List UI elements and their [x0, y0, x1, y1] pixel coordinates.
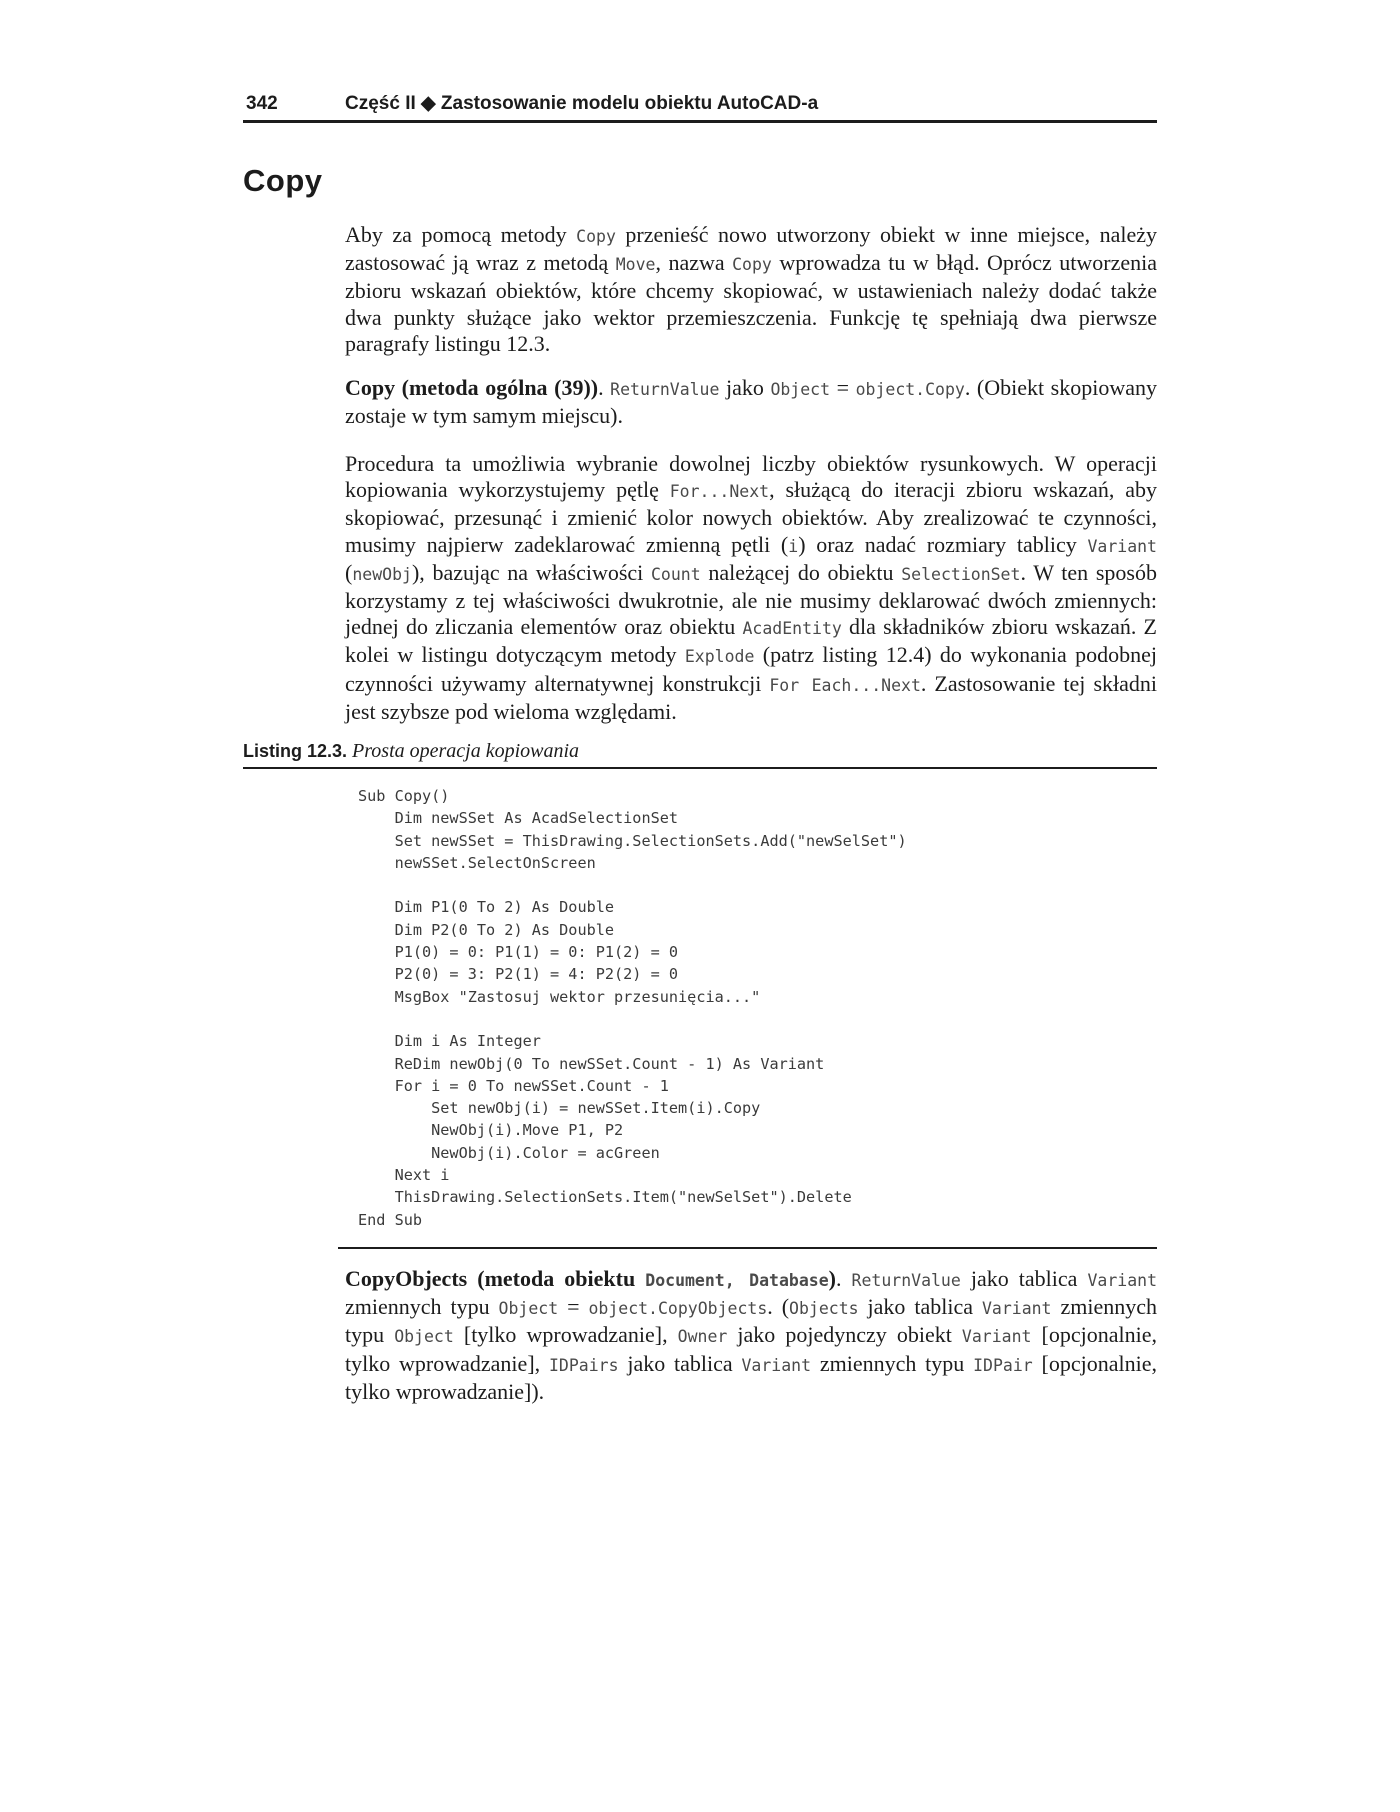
code-run: Copy: [576, 227, 616, 246]
code-line: Set newSSet = ThisDrawing.SelectionSets.Add("newSelSet"): [358, 831, 907, 850]
code-run: Variant: [1087, 536, 1157, 556]
section-title: Copy: [243, 163, 323, 198]
text-run: (: [345, 559, 353, 585]
text-run: wprowadza tu w błąd. Oprócz utworzenia zbioru wskazań obiektów, które chcemy skopiować, w ustawieniach należy dodać także dwa punkty służące jako wektor przemieszczenia. Funkcję tę spełniają dwa pierwsze paragrafy listingu 12.3.: [345, 250, 1158, 356]
code-line: For i = 0 To newSSet.Count - 1: [358, 1076, 669, 1095]
running-header: [243, 90, 1157, 123]
paragraph-copyobjects-syntax: [345, 1266, 1157, 1405]
code-run: AcadEntity: [742, 619, 842, 639]
code-run: Document, Database: [645, 1271, 829, 1290]
code-run: Variant: [1087, 1271, 1158, 1290]
code-line: Set newObj(i) = newSSet.Item(i).Copy: [358, 1099, 761, 1118]
text-run: jako tablica: [960, 1266, 1088, 1291]
text-run: [tylko wprowadzanie],: [453, 1322, 678, 1348]
code-run: newObj: [352, 564, 412, 584]
method-signature-title: Copy (metoda ogólna (39)): [345, 375, 599, 400]
code-run: object.CopyObjects: [588, 1299, 768, 1319]
chapter-title: Część II ◆ Zastosowanie modelu obiektu AutoCAD-a: [345, 93, 819, 114]
text-run: jako pojedynczy obiekt: [727, 1322, 962, 1348]
code-run: i: [788, 536, 799, 556]
code-line: NewObj(i).Move P1, P2: [358, 1121, 624, 1140]
text-run: . (Obiekt skopiowany zostaje w tym samym miejscu).: [345, 375, 1157, 429]
code-line: Next i: [358, 1166, 450, 1185]
code-listing: [358, 785, 1098, 1231]
code-run: Move: [615, 255, 656, 275]
text-run: przenieść nowo utworzony obiekt w inne miejsce, należy zastosować ją wraz z metodą: [345, 222, 1157, 276]
text-run: =: [830, 375, 856, 400]
text-run: , służącą do iteracji zbioru wskazań, aby skopiować, przesunąć i zmienić kolor nowych obiektów. Aby zrealizować te czynności, musimy najpierw zadeklarować zmienną pętli (: [345, 477, 1158, 557]
text-run: zmiennych typu: [345, 1294, 499, 1320]
code-run: Explode: [684, 647, 755, 667]
text-run: [opcjonalnie, tylko wprowadzanie]).: [345, 1350, 1158, 1404]
code-run: SelectionSet: [901, 564, 1021, 584]
code-line: P1(0) = 0: P1(1) = 0: P1(2) = 0: [358, 943, 679, 962]
code-line: Dim i As Integer: [358, 1032, 541, 1051]
code-run: Object: [394, 1327, 454, 1347]
code-line: Dim P1(0 To 2) As Double: [358, 898, 615, 917]
text-run: jako: [719, 375, 771, 400]
method-signature-title: CopyObjects (metoda obiektu: [345, 1266, 646, 1291]
page-number: 342: [246, 93, 278, 114]
text-run: zmiennych typu: [345, 1294, 1157, 1348]
text-run: Procedura ta umożliwia wybranie dowolnej liczby obiektów rysunkowych. W operacji kopiowania wykorzystujemy pętlę: [345, 451, 1157, 503]
code-run: IDPairs: [548, 1355, 619, 1375]
text-run: dla składników zbioru wskazań. Z kolei w listingu dotyczącym metody: [345, 614, 1157, 668]
listing-title: Prosta operacja kopiowania: [352, 740, 580, 762]
text-run: , nazwa: [655, 250, 733, 276]
text-run: jako tablica: [618, 1350, 742, 1376]
code-run: Variant: [961, 1327, 1032, 1347]
listing-end-rule: [338, 1247, 1157, 1249]
code-run: For...Next: [669, 482, 770, 502]
text-run: . (: [767, 1294, 790, 1320]
code-run: Objects: [789, 1299, 859, 1319]
code-run: object.Copy: [855, 380, 965, 399]
code-run: For Each...Next: [769, 675, 921, 695]
code-line: P2(0) = 3: P2(1) = 4: P2(2) = 0: [358, 965, 679, 984]
listing-label: Listing 12.3.: [243, 741, 348, 761]
code-line: Dim P2(0 To 2) As Double: [358, 920, 615, 939]
method-signature-title: ): [828, 1266, 836, 1291]
text-run: .: [835, 1266, 852, 1291]
code-run: IDPair: [973, 1355, 1033, 1375]
paragraph-procedure: [345, 451, 1157, 725]
text-run: ) oraz nadać rozmiary tablicy: [798, 531, 1088, 557]
text-run: (patrz listing 12.4) do wykonania podobnej czynności używamy alternatywnej konstrukcji: [345, 642, 1157, 696]
text-run: należącej do obiektu: [700, 559, 902, 585]
listing-caption: [243, 739, 1157, 769]
code-run: Count: [650, 564, 701, 584]
code-run: Copy: [732, 255, 772, 275]
text-run: =: [558, 1294, 589, 1320]
text-run: ), bazując na właściwości: [411, 559, 651, 585]
code-line: Dim newSSet As AcadSelectionSet: [358, 809, 679, 828]
code-run: Object: [770, 380, 831, 399]
code-line: ReDim newObj(0 To newSSet.Count - 1) As Variant: [358, 1054, 825, 1073]
code-line: Sub Copy(): [358, 787, 450, 805]
paragraph-copy-intro: [345, 222, 1157, 357]
code-run: ReturnValue: [610, 380, 720, 399]
text-run: . W ten sposób korzystamy z tej właściwości dwukrotnie, ale nie musimy deklarować dwóch zmiennych: jednej do zliczania elementów oraz obiektu: [345, 559, 1157, 640]
code-run: Variant: [741, 1355, 812, 1375]
code-line: [358, 874, 1098, 896]
code-line: NewObj(i).Color = acGreen: [358, 1143, 660, 1162]
text-run: .: [598, 375, 611, 400]
text-run: jako tablica: [858, 1294, 982, 1320]
code-run: Object: [498, 1299, 559, 1319]
code-run: Variant: [981, 1299, 1052, 1319]
text-run: zmiennych typu: [811, 1350, 974, 1376]
text-run: . Zastosowanie tej składni jest szybsze pod wieloma względami.: [345, 670, 1157, 724]
code-run: Owner: [677, 1327, 728, 1347]
code-line: newSSet.SelectOnScreen: [358, 853, 596, 872]
code-line: ThisDrawing.SelectionSets.Item("newSelSet").Delete: [358, 1188, 852, 1207]
code-line: MsgBox "Zastosuj wektor przesunięcia...": [358, 987, 761, 1006]
code-run: ReturnValue: [851, 1271, 961, 1290]
text-run: [opcjonalnie, tylko wprowadzanie],: [345, 1322, 1157, 1376]
code-line: End Sub: [358, 1210, 423, 1229]
code-line: [358, 1008, 1098, 1030]
text-run: Aby za pomocą metody: [345, 222, 577, 247]
paragraph-copy-syntax: [345, 375, 1157, 429]
